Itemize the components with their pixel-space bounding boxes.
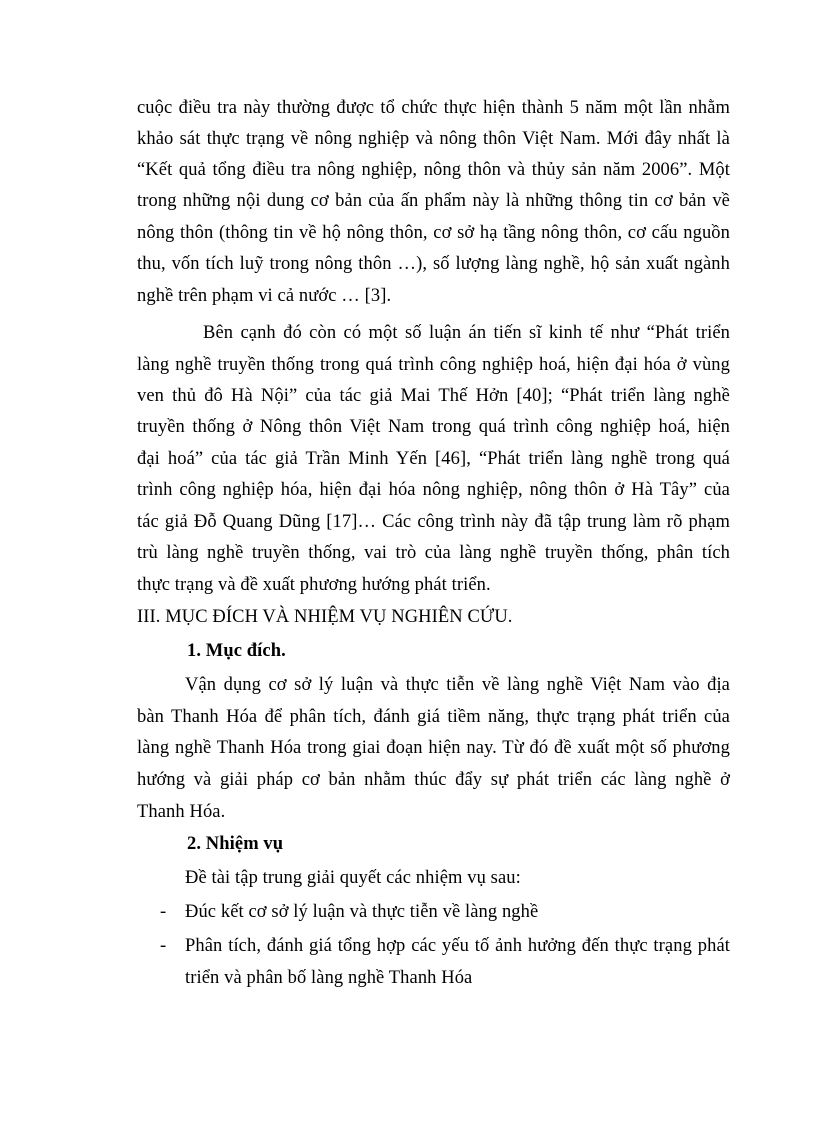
tasks-intro: Đề tài tập trung giải quyết các nhiệm vụ sau: bbox=[185, 868, 521, 888]
subsection-heading-tasks: 2. Nhiệm vụ bbox=[187, 834, 284, 854]
text-line: nghề trên phạm vi cả nước … [3]. bbox=[137, 286, 392, 306]
text-line: cuộc điều tra này thường được tổ chức thực hiện thành 5 năm một lần nhằm bbox=[137, 98, 730, 118]
text-line: trình công nghiệp hóa, hiện đại hóa nông nghiệp, nông thôn ở Hà Tây” của bbox=[137, 480, 730, 500]
text-line: trù làng nghề truyền thống, vai trò của làng nghề truyền thống, phân tích bbox=[137, 543, 730, 563]
text-line: “Kết quả tổng điều tra nông nghiệp, nông thôn và thủy sản năm 2006”. Một bbox=[137, 160, 730, 180]
text-line: hướng và giải pháp cơ bản nhằm thúc đẩy sự phát triển các làng nghề ở bbox=[137, 770, 730, 790]
section-heading: III. MỤC ĐÍCH VÀ NHIỆM VỤ NGHIÊN CỨU. bbox=[137, 607, 513, 627]
text-line: ven thủ đô Hà Nội” của tác giả Mai Thế Hởn [40]; “Phát triển làng nghề bbox=[137, 386, 730, 406]
text-line: thực trạng và đề xuất phương hướng phát triển. bbox=[137, 575, 491, 595]
text-line: khảo sát thực trạng về nông nghiệp và nông thôn Việt Nam. Mới đây nhất là bbox=[137, 129, 730, 149]
text-line: Bên cạnh đó còn có một số luận án tiến sĩ kinh tế như “Phát triển bbox=[203, 323, 730, 343]
text-line: tác giả Đỗ Quang Dũng [17]… Các công trình này đã tập trung làm rõ phạm bbox=[137, 512, 730, 532]
subsection-heading-purpose: 1. Mục đích. bbox=[187, 641, 286, 661]
text-line: thu, vốn tích luỹ trong nông thôn …), số lượng làng nghề, hộ sản xuất ngành bbox=[137, 254, 730, 274]
text-line: Vận dụng cơ sở lý luận và thực tiễn về làng nghề Việt Nam vào địa bbox=[185, 675, 730, 695]
bullet-marker: - bbox=[160, 936, 167, 956]
bullet-item: Đúc kết cơ sở lý luận và thực tiễn về làng nghề bbox=[185, 902, 539, 922]
text-line: Thanh Hóa. bbox=[137, 802, 226, 822]
bullet-marker: - bbox=[160, 902, 167, 922]
bullet-item-continuation: triển và phân bố làng nghề Thanh Hóa bbox=[185, 968, 473, 988]
text-line: bàn Thanh Hóa để phân tích, đánh giá tiềm năng, thực trạng phát triển của bbox=[137, 707, 730, 727]
text-line: đại hoá” của tác giả Trần Minh Yến [46], “Phát triển làng nghề trong quá bbox=[137, 449, 730, 469]
bullet-item: Phân tích, đánh giá tổng hợp các yếu tố ảnh hưởng đến thực trạng phát bbox=[185, 936, 730, 956]
text-line: làng nghề truyền thống trong quá trình công nghiệp hoá, hiện đại hóa ở vùng bbox=[137, 355, 730, 375]
text-line: làng nghề Thanh Hóa trong giai đoạn hiện nay. Từ đó đề xuất một số phương bbox=[137, 738, 730, 758]
text-line: trong những nội dung cơ bản của ấn phẩm này là những thông tin cơ bản về bbox=[137, 191, 730, 211]
text-line: nông thôn (thông tin về hộ nông thôn, cơ sở hạ tầng nông thôn, cơ cấu nguồn bbox=[137, 223, 730, 243]
text-line: truyền thống ở Nông thôn Việt Nam trong quá trình công nghiệp hoá, hiện bbox=[137, 417, 730, 437]
